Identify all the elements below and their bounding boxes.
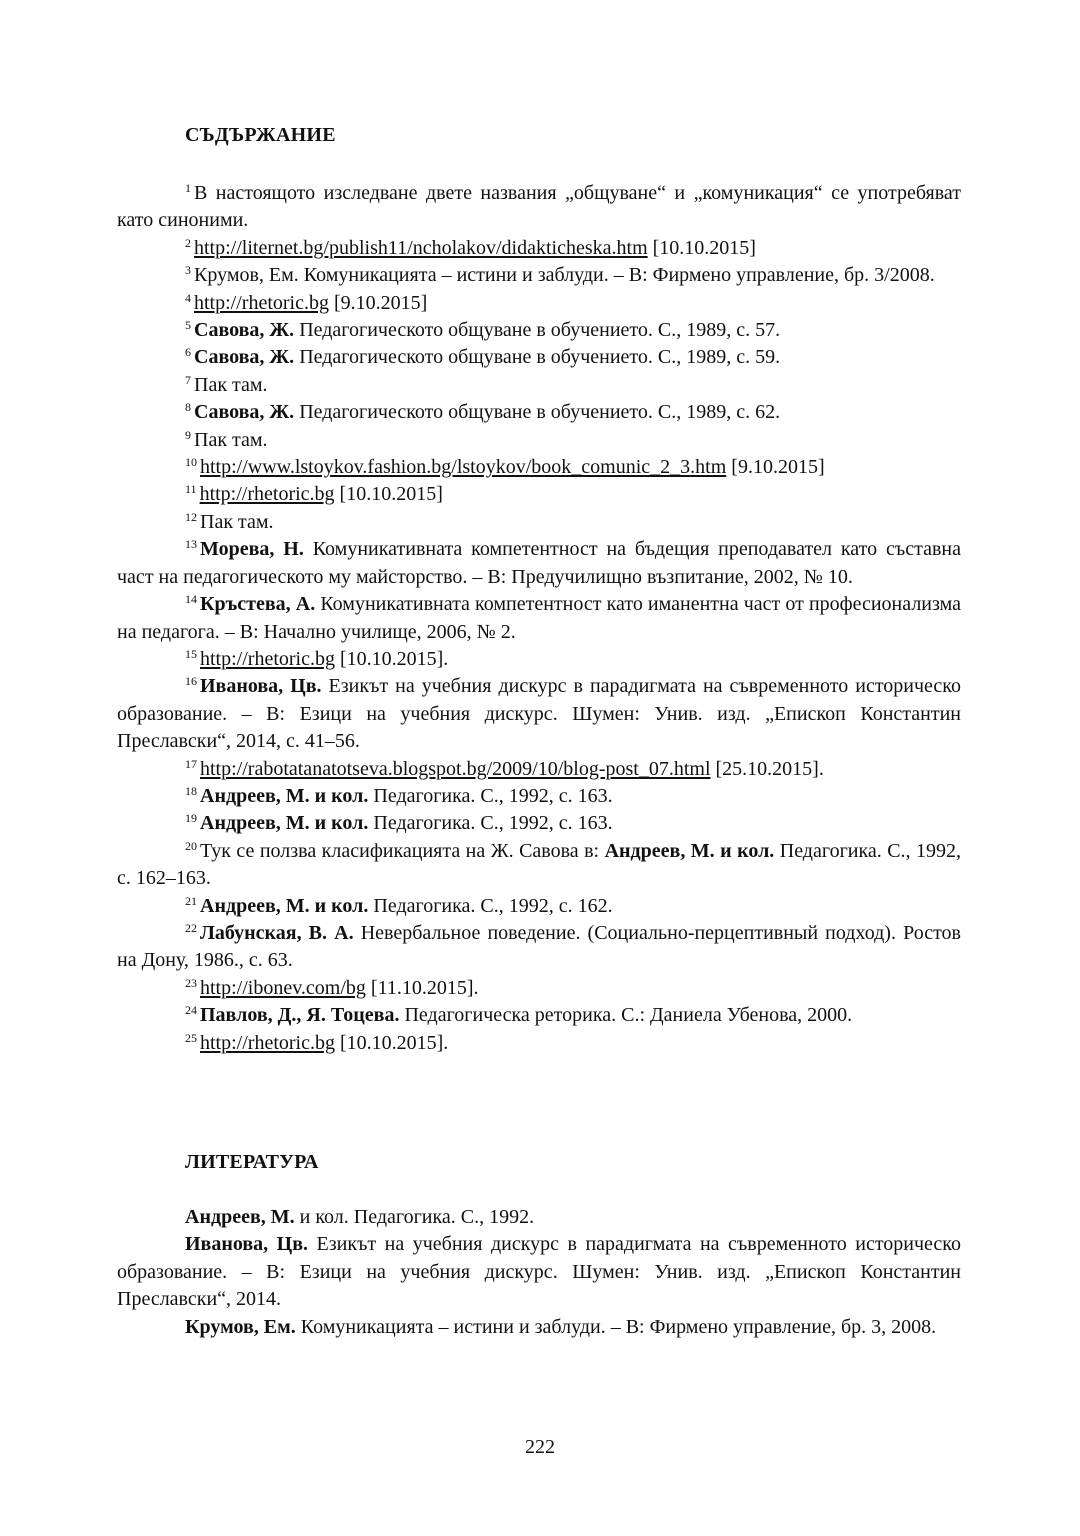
footnote-number: 3 [185,263,191,278]
footnote-link[interactable]: http://rhetoric.bg [199,483,335,506]
footnote-number: 6 [185,345,191,360]
footnote-text: Невербальное поведение. (Социально-перцептивный подход). Ростов на Дону, 1986., с. 63. [117,921,961,972]
literature-author: Крумов, Ем. [185,1315,296,1338]
footnote-item [117,290,961,317]
footnote-text: Езикът на учебния дискурс в парадигмата на съвременното историческо образование. – В: Езици на учебния дискурс. Шумен: Унив. изд. „Епископ Константин Преславски“, 2014, с. 41–56. [117,675,962,753]
footnote-number: 4 [185,290,191,305]
footnote-author: Андреев, М. и кол. [604,839,775,862]
footnote-item [117,756,961,783]
footnote-number: 23 [185,975,197,990]
footnote-text: [10.10.2015]. [339,1031,449,1054]
footnote-number: 12 [185,509,197,524]
footnote-text: Комуникативната компетентност като иманентна част от професионализма на педагога. – В: Начално училище, 2006, № 2. [117,593,962,643]
footnote-item [117,427,961,454]
footnote-text: Педагогика. С., 1992, с. 162–163. [117,839,961,890]
footnote-number: 14 [185,592,197,607]
footnote-link[interactable]: http://rhetoric.bg [200,1031,335,1054]
footnote-author: Иванова, Цв. [200,675,322,698]
footnote-text: Крумов, Ем. Комуникацията – истини и заблуди. – В: Фирмено управление, бр. 3/2008. [194,264,935,287]
footnote-text: Педагогика. С., 1992, с. 162. [373,894,613,917]
footnote-author: Павлов, Д., Я. Тоцева. [200,1004,400,1027]
footnote-item [117,536,961,591]
literature-heading: ЛИТЕРАТУРА [185,1151,319,1173]
footnote-author: Лабунская, В. А. [200,921,354,944]
footnote-item [117,893,961,920]
footnote-author: Кръстева, А. [200,593,316,616]
literature-item [117,1314,961,1341]
footnote-item [117,262,961,289]
page-number: 222 [525,1436,555,1458]
footnote-text: Педагогическото общуване в обучението. С., 1989, с. 59. [299,346,781,369]
footnote-author: Савова, Ж. [194,401,295,424]
footnote-link[interactable]: http://rabotatanatotseva.blogspot.bg/2009/10/blog-post_07.html [200,757,711,780]
footnote-text: Педагогическото общуване в обучението. С., 1989, с. 62. [299,401,781,424]
footnote-text: Комуникативната компетентност на бъдещия преподавател като съставна част на педагогическото му майсторство. – В: Предучилищно възпитание, 2002, № 10. [117,538,961,588]
footnote-number: 9 [185,427,191,442]
footnote-item [117,920,961,975]
footnote-item [117,975,961,1002]
footnote-item [117,454,961,481]
footnote-item [117,372,961,399]
footnote-item [117,673,961,755]
footnote-link[interactable]: http://rhetoric.bg [200,647,335,670]
footnote-text: [25.10.2015]. [715,757,824,780]
footnote-text: Педагогика. С., 1992, с. 163. [373,784,613,807]
footnote-item [117,317,961,344]
footnote-link[interactable]: http://rhetoric.bg [194,291,329,314]
footnote-number: 5 [185,318,191,333]
footnote-item [117,783,961,810]
footnote-number: 2 [185,235,191,250]
literature-item [117,1204,961,1231]
footnote-number: 16 [185,674,197,689]
footnote-text: Пак там. [194,373,268,396]
literature-text: Езикът на учебния дискурс в парадигмата на съвременното историческо образование. – В: Езици на учебния дискурс. Шумен: Унив. изд. „Епископ Константин Преславски“, 2014. [117,1233,962,1311]
footnote-number: 7 [185,372,191,387]
footnote-number: 24 [185,1003,197,1018]
literature-author: Иванова, Цв. [185,1233,309,1256]
footnote-item [117,399,961,426]
literature-list [117,1204,961,1341]
footnote-item [117,180,961,235]
footnote-text: Пак там. [200,510,274,533]
footnote-item [117,646,961,673]
footnote-text: [10.10.2015]. [339,647,449,670]
footnote-text: Тук се ползва класификацията на Ж. Савова в: [200,839,600,862]
footnote-item [117,591,961,646]
footnote-item [117,509,961,536]
footnote-text: [10.10.2015] [339,483,443,506]
contents-heading: СЪДЪРЖАНИЕ [185,124,336,146]
footnote-number: 20 [185,838,197,853]
footnote-number: 1 [185,181,191,195]
footnote-number: 19 [185,811,197,826]
footnote-number: 13 [185,537,197,552]
footnote-text: Пак там. [194,428,268,451]
footnote-item [117,1002,961,1029]
literature-item [117,1231,961,1313]
footnote-author: Морева, Н. [200,538,304,561]
literature-text: Комуникацията – истини и заблуди. – В: Фирмено управление, бр. 3, 2008. [300,1315,937,1338]
footnote-number: 17 [185,756,197,771]
footnote-text: В настоящото изследване двете названия „общуване“ и „комуникация“ се употребяват като синоними. [117,182,961,232]
footnote-item [117,810,961,837]
footnote-item [117,344,961,371]
footnotes-list [117,180,961,1057]
footnote-text: [10.10.2015] [652,236,756,259]
footnote-number: 25 [185,1030,197,1045]
literature-text: и кол. Педагогика. С., 1992. [299,1206,535,1228]
footnote-item [117,838,961,893]
footnote-item [117,235,961,262]
footnote-author: Андреев, М. и кол. [200,784,369,807]
footnote-link[interactable]: http://liternet.bg/publish11/ncholakov/didakticheska.htm [194,236,648,259]
footnote-number: 11 [185,482,197,497]
footnote-number: 22 [185,920,197,935]
footnote-item [117,481,961,508]
footnote-author: Савова, Ж. [194,319,295,342]
footnote-author: Андреев, М. и кол. [200,894,369,917]
footnote-text: [9.10.2015] [731,456,825,479]
footnote-text: Педагогическото общуване в обучението. С., 1989, с. 57. [299,319,781,342]
footnote-text: Педагогическа реторика. С.: Даниела Убенова, 2000. [404,1004,853,1027]
footnote-number: 15 [185,646,197,661]
footnote-author: Андреев, М. и кол. [200,812,369,835]
footnote-text: Педагогика. С., 1992, с. 163. [373,812,613,835]
footnote-text: [9.10.2015] [333,291,428,314]
footnote-number: 8 [185,400,191,415]
footnote-text: [11.10.2015]. [370,976,479,999]
footnote-link[interactable]: http://ibonev.com/bg [200,976,366,999]
literature-author: Андреев, М. [185,1206,295,1228]
footnote-item [117,1030,961,1057]
footnote-number: 18 [185,783,197,798]
footnote-author: Савова, Ж. [194,346,295,369]
footnote-link[interactable]: http://www.lstoykov.fashion.bg/lstoykov/book_comunic_2_3.htm [200,456,727,479]
footnote-number: 10 [185,455,197,470]
footnote-number: 21 [185,893,197,908]
